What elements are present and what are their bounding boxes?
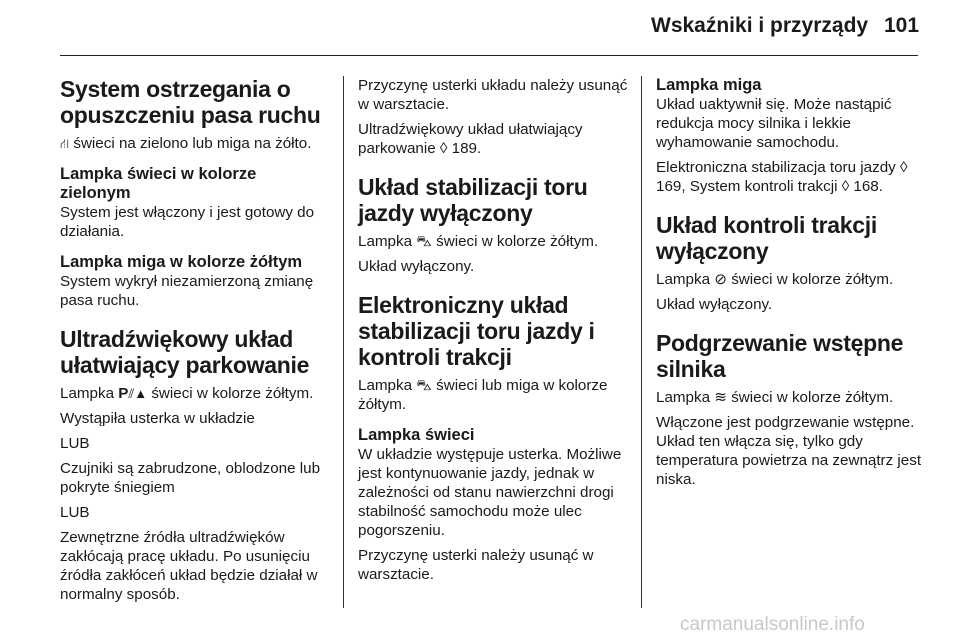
- preheat-text-2: Włączone jest podgrzewanie wstępne. Układ ten włącza się, tylko gdy temperatura powietrza na zewnątrz jest niska.: [656, 414, 922, 488]
- esc-text-1: Lampka ⛍ świeci lub miga w kolorze żółtym.: [358, 377, 608, 413]
- heading-parking: Ultradźwiękowy układ ułatwiający parkowanie: [60, 326, 310, 378]
- page-number: 101: [884, 14, 920, 37]
- heading-yellow: Lampka miga w kolorze żółtym: [60, 253, 303, 271]
- heading-esc-off: Układ stabilizacji toru jazdy wyłączony: [358, 174, 588, 226]
- heading-lane-departure: System ostrzegania o opuszczeniu pasa ruchu: [60, 76, 321, 128]
- green-text: System jest włączony i jest gotowy do działania.: [60, 204, 315, 240]
- parking-text-4: Zewnętrzne źródła ultradźwięków zakłócają pracę układu. Po usunięciu źródła zakłóceń układ będzie działał w normalny sposób.: [60, 529, 318, 603]
- esc-off-text-1: Lampka ⛍ świeci w kolorze żółtym.: [358, 233, 599, 250]
- parking-sensor-icon: ⫽▲: [128, 386, 148, 401]
- blink-text-1: Układ uaktywnił się. Może nastąpić redukcja mocy silnika i lekkie wyhamowanie samochodu.: [656, 96, 892, 151]
- blink-text-2: Elektroniczna stabilizacja toru jazdy ◊ 169, System kontroli trakcji ◊ 168.: [656, 159, 908, 195]
- lit-text-2: Przyczynę usterki należy usunąć w warsztacie.: [358, 547, 594, 583]
- parking-reference: Ultradźwiękowy układ ułatwiający parkowanie ◊ 189.: [358, 121, 583, 157]
- preheat-text-1: Lampka ≋ świeci w kolorze żółtym.: [656, 389, 894, 406]
- column-3: [656, 76, 924, 495]
- heading-esc: Elektroniczny układ stabilizacji toru jazdy i kontroli trakcji: [358, 292, 595, 370]
- or-2: LUB: [60, 504, 90, 521]
- heading-traction-off: Układ kontroli trakcji wyłączony: [656, 212, 877, 264]
- yellow-text: System wykrył niezamierzoną zmianę pasa ruchu.: [60, 273, 314, 309]
- column-divider-1: [343, 76, 344, 608]
- lane-departure-icon: ⛙: [60, 136, 70, 151]
- page-header: [0, 0, 960, 62]
- or-1: LUB: [60, 435, 90, 452]
- repair-text: Przyczynę usterki układu należy usunąć w warsztacie.: [358, 77, 628, 113]
- lane-text: ⛙ świeci na zielono lub miga na żółto.: [60, 135, 312, 152]
- esc-off-text-2: Układ wyłączony.: [358, 258, 475, 275]
- watermark: carmanualsonline.info: [680, 614, 865, 635]
- parking-text-2: Wystąpiła usterka w układzie: [60, 410, 255, 427]
- heading-lit: Lampka świeci: [358, 426, 475, 444]
- parking-text-1: Lampka P⫽▲ świeci w kolorze żółtym.: [60, 385, 314, 402]
- heading-preheat: Podgrzewanie wstępne silnika: [656, 330, 904, 382]
- traction-text-1: Lampka ⊘ świeci w kolorze żółtym.: [656, 271, 894, 288]
- column-2: [358, 76, 630, 590]
- heading-green: Lampka świeci w kolorze zielonym: [60, 165, 257, 202]
- column-divider-2: [641, 76, 642, 608]
- parking-icon: P: [118, 385, 129, 402]
- column-1: [60, 76, 328, 610]
- section-title: Wskaźniki i przyrządy: [651, 14, 869, 37]
- traction-text-2: Układ wyłączony.: [656, 296, 773, 313]
- parking-text-3: Czujniki są zabrudzone, oblodzone lub pokryte śniegiem: [60, 460, 321, 496]
- heading-blink: Lampka miga: [656, 76, 762, 94]
- lit-text-1: W układzie występuje usterka. Możliwe jest kontynuowanie jazdy, jednak w zależności od stanu nawierzchni drogi stabilność samochodu może ulec pogorszeniu.: [358, 446, 622, 539]
- header-rule: [60, 55, 918, 56]
